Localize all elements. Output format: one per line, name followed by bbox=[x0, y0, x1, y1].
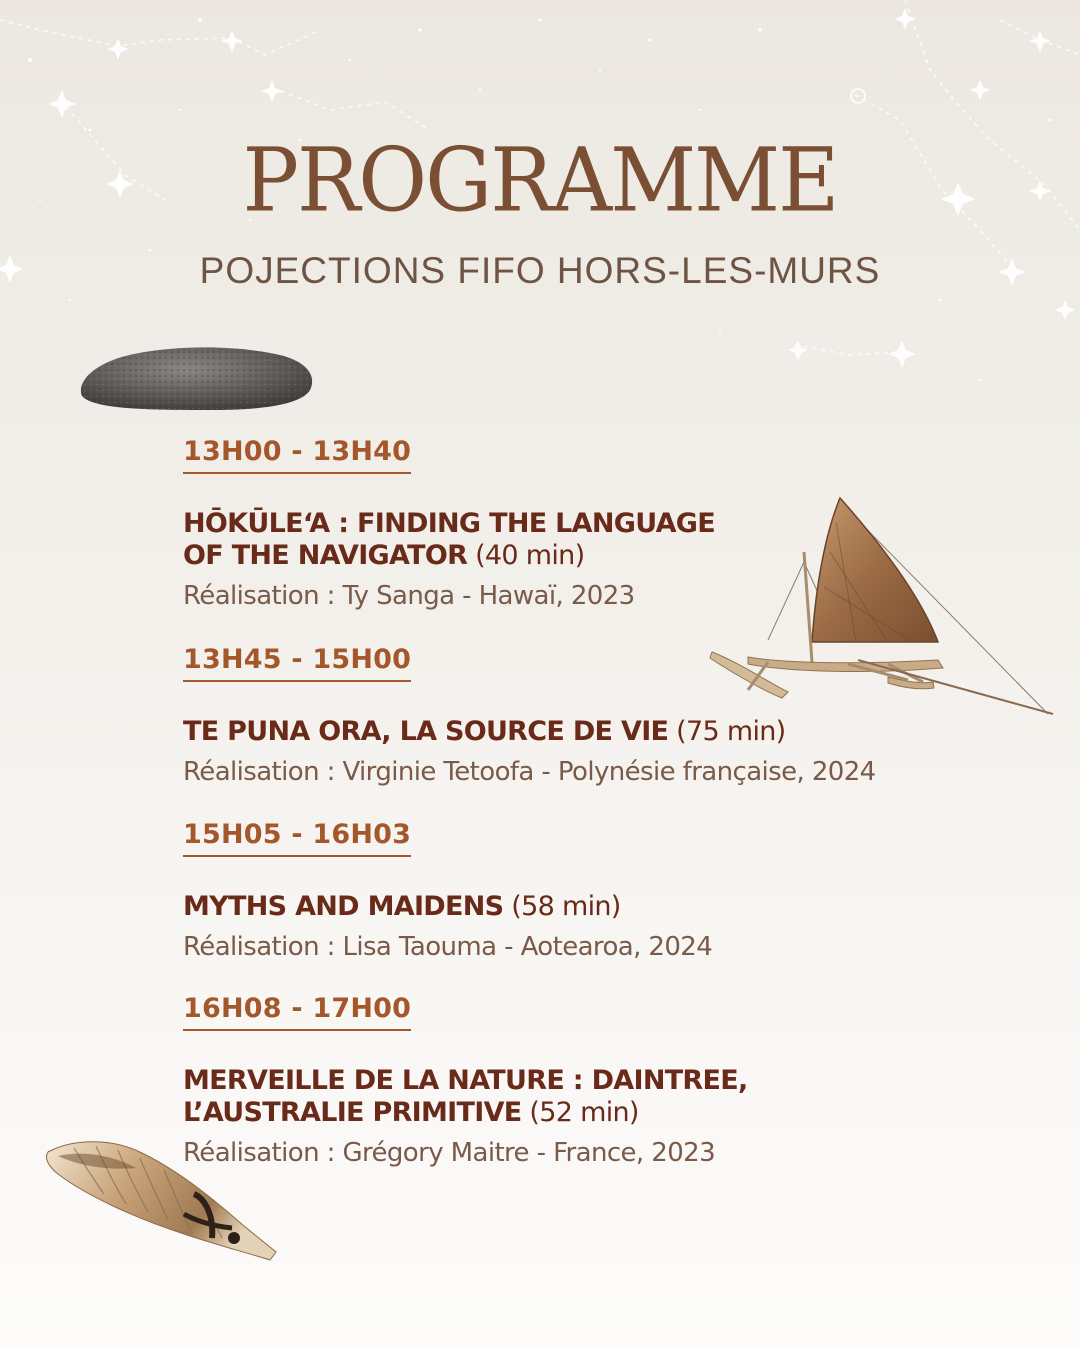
film-duration: (40 min) bbox=[475, 539, 585, 571]
session-time: 13H00 - 13H40 bbox=[183, 437, 411, 474]
film-info bbox=[183, 508, 715, 572]
film-director: Réalisation : Lisa Taouma - Aotearoa, 2024 bbox=[183, 931, 713, 962]
film-title: TE PUNA ORA, LA SOURCE DE VIE bbox=[183, 715, 669, 747]
film-title: MERVEILLE DE LA NATURE : DAINTREE, bbox=[183, 1064, 748, 1096]
session-4 bbox=[183, 994, 748, 1169]
film-duration: (58 min) bbox=[511, 890, 621, 922]
session-1 bbox=[183, 437, 715, 612]
page-title: PROGRAMME bbox=[242, 128, 838, 232]
film-director: Réalisation : Ty Sanga - Hawaï, 2023 bbox=[183, 580, 635, 611]
session-2 bbox=[183, 645, 876, 788]
film-title-line2: OF THE NAVIGATOR bbox=[183, 539, 468, 571]
film-director: Réalisation : Grégory Maitre - France, 2023 bbox=[183, 1137, 716, 1168]
film-title-line2: L’AUSTRALIE PRIMITIVE bbox=[183, 1096, 522, 1128]
film-title: HŌKŪLEʻA : FINDING THE LANGUAGE bbox=[183, 507, 716, 539]
film-title: MYTHS AND MAIDENS bbox=[183, 890, 504, 922]
session-time: 13H45 - 15H00 bbox=[183, 645, 411, 682]
page-subtitle: POJECTIONS FIFO HORS-LES-MURS bbox=[199, 250, 881, 291]
film-info bbox=[183, 1065, 748, 1129]
stone-image bbox=[74, 344, 316, 412]
film-duration: (75 min) bbox=[676, 715, 786, 747]
session-time: 15H05 - 16H03 bbox=[183, 820, 411, 857]
session-3 bbox=[183, 820, 712, 963]
film-info bbox=[183, 716, 876, 748]
film-duration: (52 min) bbox=[529, 1096, 639, 1128]
session-time: 16H08 - 17H00 bbox=[183, 994, 411, 1031]
film-director: Réalisation : Virginie Tetoofa - Polynésie française, 2024 bbox=[183, 756, 876, 787]
film-info bbox=[183, 891, 712, 923]
